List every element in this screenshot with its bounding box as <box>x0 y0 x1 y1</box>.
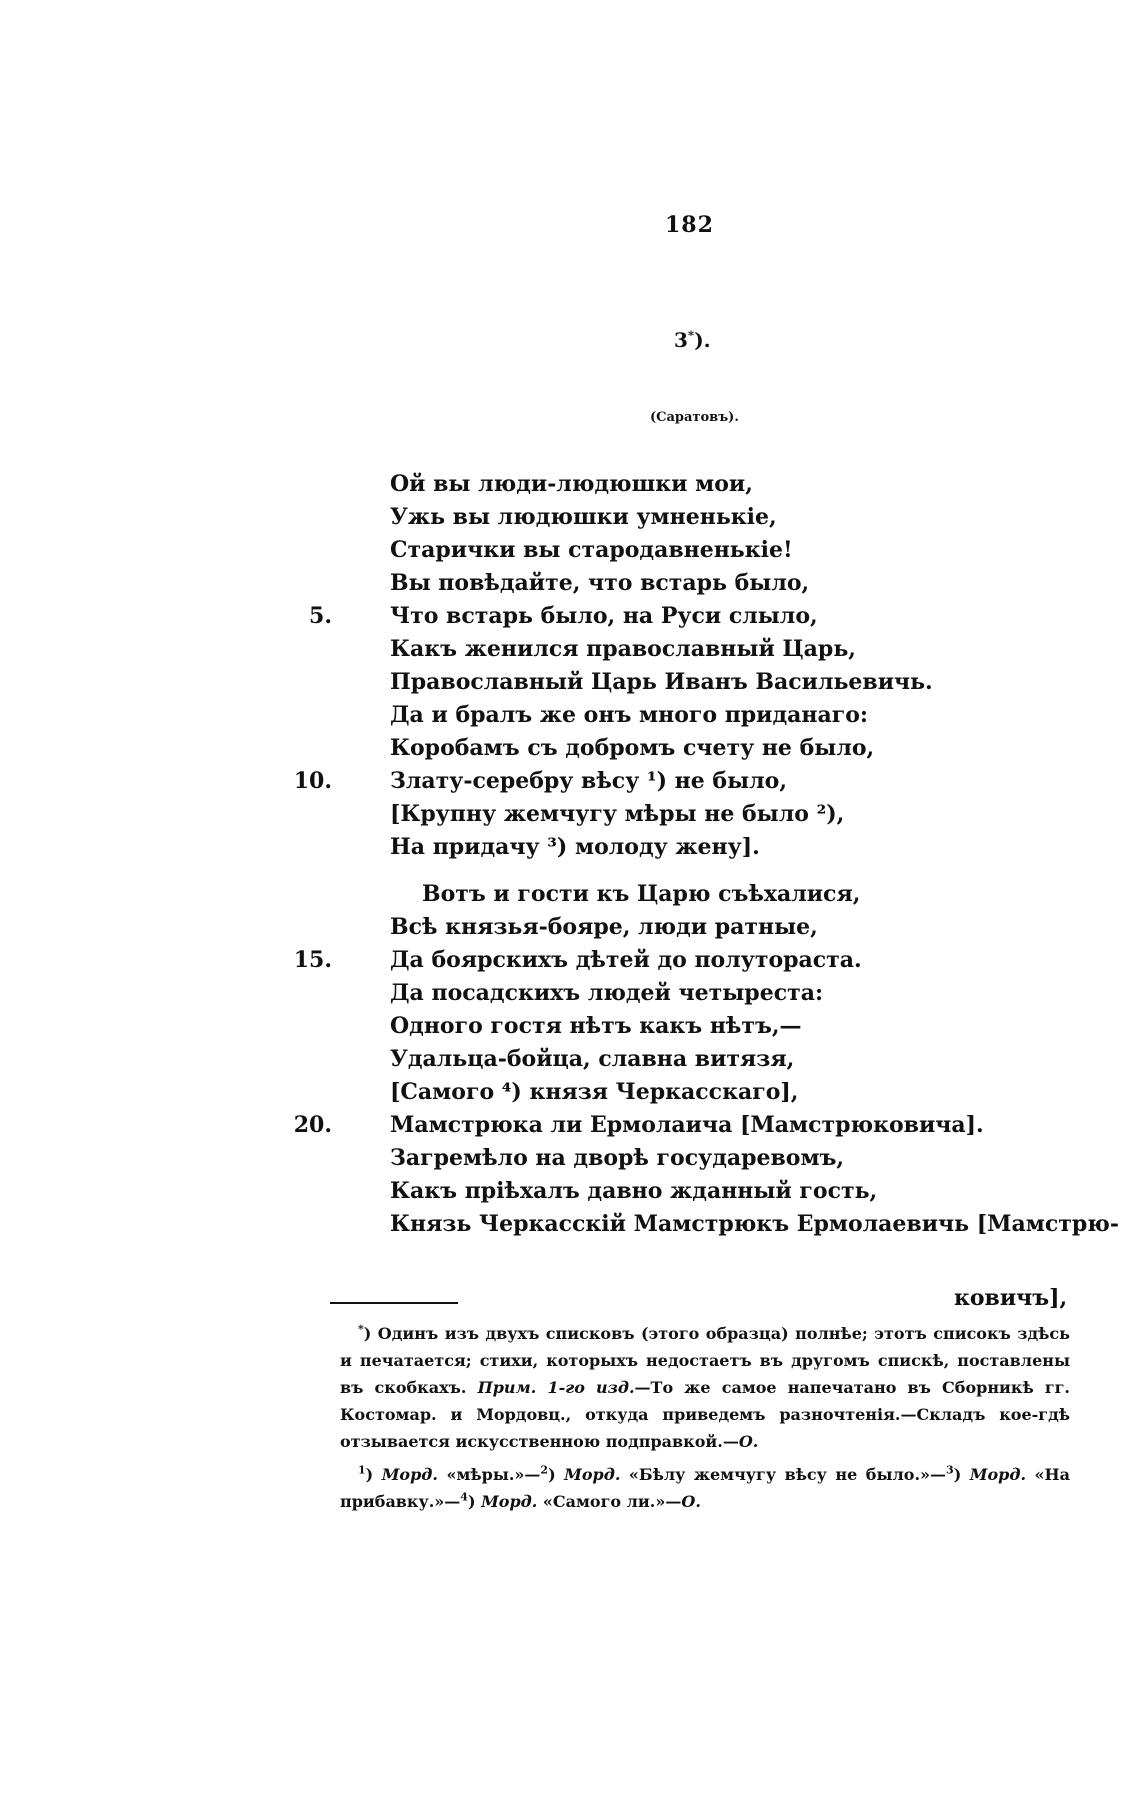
verse-line-text: Коробамъ съ добромъ счету не было, <box>390 735 875 761</box>
verse-line <box>340 1175 1080 1208</box>
verse-line-text: Мамстрюка ли Ермолаича [Мамстрюковича]. <box>390 1112 984 1138</box>
verse-line-text: Всѣ князья-бояре, люди ратные, <box>390 914 818 940</box>
verse-line <box>340 878 1080 911</box>
footnote-marker: 2 <box>540 1463 549 1477</box>
verse-line-text: Какъ пріѣхалъ давно жданный гость, <box>390 1178 878 1204</box>
verse-line <box>340 1043 1080 1076</box>
footnote-text: ) Одинъ изъ двухъ списковъ (этого образца) полнѣе; этотъ списокъ здѣсь и печатается; стихи, которыхъ недостаетъ въ другомъ спискѣ, поставлены въ скобкахъ. <box>340 1324 1070 1397</box>
variant-source: Морд. <box>381 1465 438 1484</box>
verse-line-text: Ужь вы людюшки умненькіе, <box>390 504 777 530</box>
verse-line <box>340 798 1080 831</box>
footnotes <box>340 1320 1070 1515</box>
verse-line <box>340 468 1080 501</box>
line-number: 5. <box>309 603 332 629</box>
verse-continuation: ковичъ], <box>954 1285 1068 1311</box>
verse-line-text: Да посадскихъ людей четыреста: <box>390 980 824 1006</box>
footnote-marker: 1 <box>358 1463 366 1477</box>
verse-line-text: Вотъ и гости къ Царю съѣхалися, <box>422 881 861 907</box>
variant-text: «На прибавку.»— <box>340 1465 1070 1511</box>
verse-line-text: Да и бралъ же онъ много приданаго: <box>390 702 869 728</box>
section-heading <box>674 328 711 352</box>
verse-line <box>293 1109 1080 1142</box>
section-footnote-mark: * <box>687 328 695 343</box>
footnote-attribution: Прим. 1-го изд. <box>477 1378 635 1397</box>
verse-line <box>340 534 1080 567</box>
verse-line-text: Какъ женился православный Царь, <box>390 636 856 662</box>
verse-line-text: Старички вы стародавненькіе! <box>390 537 793 563</box>
footnote-variants: $^1$) Морд. «мѣры.»—$^2$) Морд. «Бѣлу жемчугу вѣсу не было.»—$^3$) Морд. «На прибавку.»—$^4$) Морд. «Самого ли.»—О. <box>340 1463 1070 1511</box>
verse-line-text: На придачу ³) молоду жену]. <box>390 834 760 860</box>
verse-line <box>340 699 1080 732</box>
place-of-recording: (Саратовъ). <box>650 410 739 425</box>
variant-text: «Бѣлу жемчугу вѣсу не было.»— <box>620 1465 947 1484</box>
verse-line-text: [Самого ⁴) князя Черкасскаго], <box>390 1079 799 1105</box>
verse-line <box>340 1076 1080 1109</box>
verse-line-text: Что встарь было, на Руси слыло, <box>390 603 818 629</box>
line-number: 20. <box>293 1112 332 1138</box>
line-number: 10. <box>293 768 332 794</box>
stanza-break <box>340 864 1080 878</box>
verse-line <box>340 732 1080 765</box>
page-number: 182 <box>665 212 714 238</box>
verse-line <box>309 600 1080 633</box>
footnote-rule <box>330 1302 458 1304</box>
variant-source: Морд. <box>481 1492 538 1511</box>
verse-line-text: Одного гостя нѣтъ какъ нѣтъ,— <box>390 1013 802 1039</box>
verse-line-text: Православный Царь Иванъ Васильевичь. <box>390 669 933 695</box>
song-text <box>293 468 1119 1241</box>
verse-line <box>340 633 1080 666</box>
variant-source: Морд. <box>564 1465 621 1484</box>
footnote-main <box>340 1320 1070 1455</box>
verse-line <box>340 567 1080 600</box>
footnote-text: —То же самое напечатано въ Сборникѣ гг. Костомар. и Мордовц., откуда приведемъ разночтенія.—Складъ кое-гдѣ отзывается искусственною подправкой.— <box>340 1378 1070 1451</box>
section-heading-tail: ). <box>694 328 711 352</box>
verse-line-text: Вы повѣдайте, что встарь было, <box>390 570 810 596</box>
verse-line <box>340 977 1080 1010</box>
variant-text: «мѣры.»— <box>437 1465 541 1484</box>
variant-text: «Самого ли.»— <box>537 1492 682 1511</box>
verse-line-text: Да боярскихъ дѣтей до полутораста. <box>390 947 862 973</box>
verse-line <box>340 666 1080 699</box>
verse-line <box>293 944 1080 977</box>
verse-line-text: [Крупну жемчугу мѣры не было ²), <box>390 801 845 827</box>
verse-line <box>340 831 1080 864</box>
footnote-marker: * <box>358 1322 364 1336</box>
verse-line-text: Злату-серебру вѣсу ¹) не было, <box>390 768 787 794</box>
verse-line <box>340 911 1080 944</box>
footnote-signature: О. <box>738 1432 759 1451</box>
footnote-signature: О. <box>681 1492 701 1511</box>
verse-line <box>340 501 1080 534</box>
verse-line <box>340 1142 1080 1175</box>
verse-line <box>293 765 1080 798</box>
verse-line-text: Ой вы люди-людюшки мои, <box>390 471 753 497</box>
footnote-marker: 4 <box>460 1490 468 1504</box>
verse-line-text: Загремѣло на дворѣ государевомъ, <box>390 1145 845 1171</box>
line-number: 15. <box>293 947 332 973</box>
section-number: 3 <box>674 328 688 352</box>
verse-line <box>340 1010 1080 1043</box>
verse-line-text: Удальца-бойца, славна витязя, <box>390 1046 795 1072</box>
variant-source: Морд. <box>969 1465 1027 1484</box>
verse-line <box>340 1208 1119 1241</box>
verse-line-text: Князь Черкасскій Мамстрюкъ Ермолаевичь [Мамстрю- <box>390 1211 1119 1237</box>
footnote-marker: 3 <box>946 1463 954 1477</box>
